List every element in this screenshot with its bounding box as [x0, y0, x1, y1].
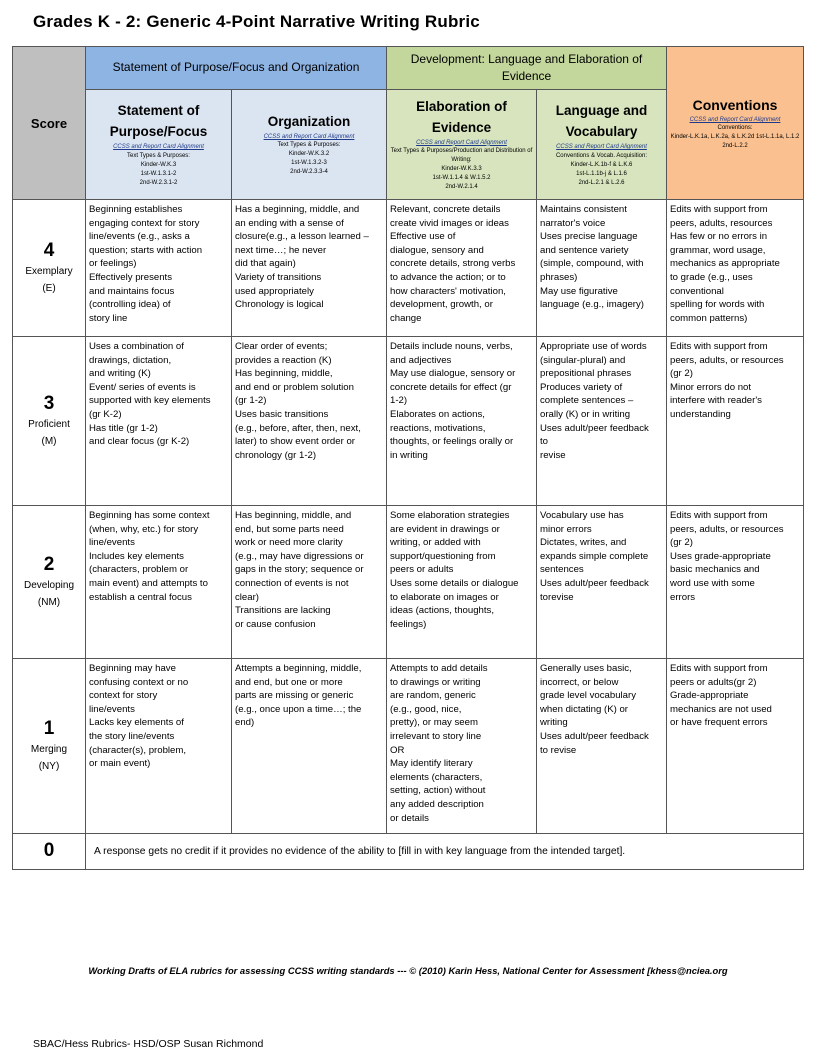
purpose-subheader: [86, 90, 232, 200]
score-cell: [13, 200, 86, 337]
elaboration-cell: Relevant, concrete details create vivid images or ideas Effective use of dialogue, sensory and concrete details, strong verbs to advance the action; or to how characters' motivation, development, growth, or change: [387, 200, 537, 337]
score-cell: [13, 337, 86, 506]
score-row-0: [13, 834, 804, 870]
organization-line: 2nd-W.2.3.3-4: [290, 169, 328, 176]
organization-line: Text Types & Purposes:: [277, 142, 341, 149]
elaboration-title: Elaboration of Evidence: [416, 98, 507, 135]
language-line: 2nd-L.2.1 & L.2.6: [578, 179, 625, 186]
language-cell: Maintains consistent narrator's voice Uses precise language and sentence variety (simple, compound, with phrases) May use figurative language (e.g., imagery): [537, 200, 667, 337]
elaboration-cell: Attempts to add details to drawings or writing are random, generic (e.g., good, nice, pretty), or may seem irrelevant to story line OR May identify literary elements (characters, setting, action) without any added description or details: [387, 659, 537, 834]
organization-subheader: [232, 90, 387, 200]
organization-ccss: CCSS and Report Card Alignment: [263, 133, 355, 140]
bottom-note: SBAC/Hess Rubrics- HSD/OSP Susan Richmond: [33, 1038, 264, 1050]
organization-cell: Attempts a beginning, middle, and end, but one or more parts are missing or generic (e.g., once upon a time…; the end): [232, 659, 387, 834]
elaboration-ccss: CCSS and Report Card Alignment: [416, 139, 507, 146]
elaboration-line: 2nd-W.2.1.4: [445, 184, 478, 191]
rubric-table: [12, 46, 804, 870]
elaboration-line: Text Types & Purposes/Production and Distribution of Writing:: [390, 148, 533, 164]
conventions-line: Conventions:: [717, 125, 753, 132]
language-cell: Vocabulary use has minor errors Dictates, writes, and expands simple complete sentences Uses adult/peer feedback torevise: [537, 506, 667, 659]
score-code: (NY): [38, 761, 60, 773]
score-level: Merging: [30, 744, 68, 756]
conventions-title: Conventions: [692, 96, 778, 113]
zero-row-text: A response gets no credit if it provides no evidence of the ability to [fill in with key language from the intended target].: [86, 834, 804, 870]
purpose-organization-header: Statement of Purpose/Focus and Organization: [86, 47, 387, 90]
score-number: 3: [43, 392, 55, 414]
elaboration-cell: Details include nouns, verbs, and adjectives May use dialogue, sensory or concrete details for effect (gr 1-2) Elaborates on actions, reactions, motivations, thoughts, or feelings orally or in writing: [387, 337, 537, 506]
conventions-cell: Edits with support from peers, adults, resources Has few or no errors in grammar, word usage, mechanics as appropriate to grade (e.g., uses conventional spelling for words with common patterns): [667, 200, 804, 337]
score-row-1: [13, 659, 804, 834]
score-number: 2: [43, 553, 55, 575]
footer-citation: Working Drafts of ELA rubrics for assessing CCSS writing standards --- © (2010) Karin Hess, National Center for Assessment [khess@nciea.org: [88, 965, 728, 976]
conventions-cell: Edits with support from peers or adults(gr 2) Grade-appropriate mechanics are not used or have frequent errors: [667, 659, 804, 834]
score-number: 1: [43, 717, 55, 739]
elaboration-subheader: [387, 90, 537, 200]
conventions-ccss: CCSS and Report Card Alignment: [689, 116, 781, 123]
purpose-cell: Beginning establishes engaging context for story line/events (e.g., asks a question; starts with action or feelings) Effectively presents and maintains focus (controlling idea) of story line: [86, 200, 232, 337]
language-line: 1st-L.1.1b-j & L.1.6: [576, 170, 627, 177]
score-number: 0: [43, 840, 55, 862]
organization-line: Kinder-W.K.3.2: [288, 151, 330, 158]
score-row-2: [13, 506, 804, 659]
organization-cell: Clear order of events; provides a reaction (K) Has beginning, middle, and end or problem solution (gr 1-2) Uses basic transitions (e.g., before, after, then, next, later) to show event order or chronology (gr 1-2): [232, 337, 387, 506]
score-level: Developing: [23, 580, 75, 592]
purpose-line: 1st-W.1.3.1-2: [140, 170, 177, 177]
purpose-line: 2nd-W.2.3.1-2: [139, 179, 178, 186]
elaboration-line: Kinder-W.K.3.3: [441, 166, 482, 173]
elaboration-cell: Some elaboration strategies are evident in drawings or writing, or added with support/questioning from peers or adults Uses some details or dialogue to elaborate on images or ideas (actions, thoughts, feelings): [387, 506, 537, 659]
language-title: Language and Vocabulary: [555, 103, 648, 140]
score-cell: [13, 834, 86, 870]
score-code: (M): [41, 436, 57, 448]
organization-title: Organization: [267, 113, 351, 129]
score-code: (NM): [37, 597, 61, 609]
language-line: Kinder-L.K.1b-f & L.K.6: [570, 161, 633, 168]
conventions-line: Kinder-L.K.1a, L.K.2a, & L.K.2d 1st-L.1.1a, L.1.2: [670, 134, 800, 141]
score-cell: [13, 659, 86, 834]
purpose-line: Text Types & Purposes:: [127, 152, 190, 159]
purpose-cell: Beginning may have confusing context or no context for story line/events Lacks key elements of the story line/events (character(s), problem, or main event): [86, 659, 232, 834]
language-cell: Appropriate use of words (singular-plural) and prepositional phrases Produces variety of complete sentences – orally (K) or in writing Uses adult/peer feedback to revise: [537, 337, 667, 506]
organization-line: 1st-W.1.3.2-3: [291, 160, 327, 167]
purpose-cell: Uses a combination of drawings, dictation, and writing (K) Event/ series of events is supported with key elements (gr K-2) Has title (gr 1-2) and clear focus (gr K-2): [86, 337, 232, 506]
conventions-cell: Edits with support from peers, adults, or resources (gr 2) Minor errors do not interfere with reader's understanding: [667, 337, 804, 506]
score-number: 4: [43, 239, 55, 261]
score-row-4: [13, 200, 804, 337]
score-header: Score: [13, 47, 86, 200]
organization-cell: Has a beginning, middle, and an ending with a sense of closure(e.g., a lesson learned – next time…; he never did that again) Variety of transitions used appropriately Chronology is logical: [232, 200, 387, 337]
purpose-line: Kinder-W.K.3: [140, 161, 177, 168]
score-row-3: [13, 337, 804, 506]
score-level: Exemplary: [25, 266, 73, 278]
purpose-cell: Beginning has some context (when, why, etc.) for story line/events Includes key elements (characters, problem or main event) and attempts to establish a central focus: [86, 506, 232, 659]
conventions-cell: Edits with support from peers, adults, or resources (gr 2) Uses grade-appropriate basic mechanics and word use with some errors: [667, 506, 804, 659]
conventions-line: 2nd-L.2.2: [722, 143, 748, 150]
purpose-ccss: CCSS and Report Card Alignment: [113, 144, 204, 151]
language-line: Conventions & Vocab. Acquisition:: [555, 152, 648, 159]
development-header: Development: Language and Elaboration of Evidence: [387, 47, 667, 90]
elaboration-line: 1st-W.1.1.4 & W.1.5.2: [432, 175, 491, 182]
organization-cell: Has beginning, middle, and end, but some parts need work or need more clarity (e.g., may have digressions or gaps in the story; sequence or connection of events is not clear) Transitions are lacking or cause confusion: [232, 506, 387, 659]
language-subheader: [537, 90, 667, 200]
score-code: (E): [42, 283, 56, 295]
conventions-header: [667, 47, 804, 200]
score-level: Proficient: [28, 419, 70, 431]
language-ccss: CCSS and Report Card Alignment: [556, 144, 647, 151]
document-title: Grades K - 2: Generic 4-Point Narrative Writing Rubric: [33, 12, 480, 31]
language-cell: Generally uses basic, incorrect, or below grade level vocabulary when dictating (K) or writing Uses adult/peer feedback to revise: [537, 659, 667, 834]
score-cell: [13, 506, 86, 659]
purpose-title: Statement of Purpose/Focus: [109, 103, 208, 140]
